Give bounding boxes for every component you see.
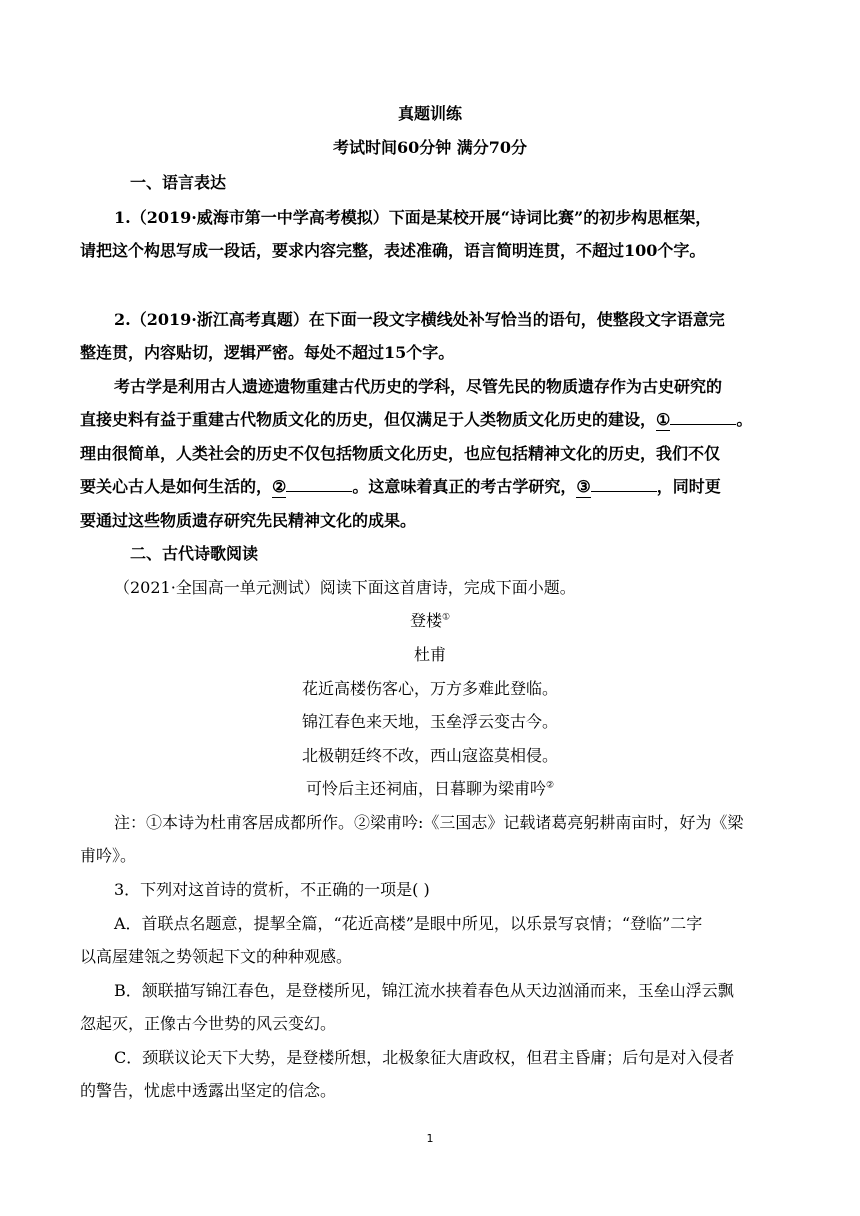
exam-info: 考试时间60分钟 满分70分	[332, 138, 528, 157]
question-2-line-2: 整连贯，内容贴切，逻辑严密。每处不超过15个字。	[80, 343, 455, 362]
poem-line-4-footnote: ②	[545, 780, 555, 791]
poem-author: 杜甫	[413, 645, 446, 664]
poetry-intro: （2021·全国高一单元测试）阅读下面这首唐诗，完成下面小题。	[114, 578, 576, 597]
fill-blank-1[interactable]	[670, 410, 736, 425]
passage-line-4-text-b: 。这意味着真正的考古学研究，	[352, 477, 577, 496]
poem-title	[0, 611, 860, 631]
poem-line-2: 锦江春色来天地，玉垒浮云变古今。	[301, 712, 558, 731]
poem-note-line-2: 甫吟》。	[80, 846, 137, 865]
page-title: 真题训练	[397, 104, 462, 123]
section-heading-language: 一、语言表达	[130, 173, 227, 192]
question-3-stem: 3．下列对这首诗的赏析，不正确的一项是( )	[114, 880, 430, 899]
passage-line-4-text-a: 要关心古人是如何生活的，	[80, 477, 273, 496]
blank-marker-2: ②	[272, 477, 287, 496]
question-1-line-1: 1.（2019·威海市第一中学高考模拟）下面是某校开展“诗词比赛”的初步构思框架，	[114, 208, 712, 227]
passage-line-5: 要通过这些物质遗存研究先民精神文化的成果。	[80, 511, 417, 530]
poem-line-4	[0, 779, 860, 799]
poem-title-text: 登楼	[409, 611, 442, 630]
poem-line-3: 北极朝廷终不改，西山寇盗莫相侵。	[301, 746, 558, 765]
passage-line-4	[80, 477, 721, 498]
option-b-line-1[interactable]: B．颔联描写锦江春色，是登楼所见，锦江流水挟着春色从天边汹涌而来，玉垒山浮云飘	[114, 981, 734, 1000]
poem-title-footnote: ①	[441, 612, 451, 623]
question-1-line-2: 请把这个构思写成一段话，要求内容完整，表述准确，语言简明连贯，不超过100个字。	[80, 241, 706, 260]
poem-line-1: 花近高楼伤客心，万方多难此登临。	[301, 679, 558, 698]
passage-line-2	[80, 410, 752, 431]
option-c-line-1[interactable]: C．颈联议论天下大势，是登楼所想，北极象征大唐政权，但君主昏庸；后句是对入侵者	[114, 1048, 735, 1067]
poem-line-4-text: 可怜后主还祠庙，日暮聊为梁甫吟	[305, 779, 546, 798]
option-b-line-2: 忽起灭，正像古今世势的风云变幻。	[80, 1014, 337, 1033]
page-number: 1	[426, 1132, 434, 1145]
blank-marker-1: ①	[656, 410, 671, 429]
passage-line-3: 理由很简单，人类社会的历史不仅包括物质文化历史，也应包括精神文化的历史，我们不仅	[80, 444, 721, 463]
poem-note-line-1: 注：①本诗为杜甫客居成都所作。②梁甫吟:《三国志》记载诸葛亮躬耕南亩时，好为《梁	[114, 813, 744, 832]
fill-blank-3[interactable]	[591, 477, 657, 492]
option-a-line-1[interactable]: A．首联点名题意，提挈全篇，“花近高楼”是眼中所见，以乐景写哀情；“登临”二字	[114, 914, 703, 933]
option-c-line-2: 的警告，忧虑中透露出坚定的信念。	[80, 1081, 337, 1100]
passage-line-2-text: 直接史料有益于重建古代物质文化的历史，但仅满足于人类物质文化历史的建设，	[80, 410, 657, 429]
passage-line-4-text-c: ，同时更	[656, 477, 721, 496]
fill-blank-2[interactable]	[286, 477, 352, 492]
passage-line-2-end: 。	[736, 410, 753, 429]
passage-line-1: 考古学是利用古人遗迹遗物重建古代历史的学科，尽管先民的物质遗存作为古史研究的	[114, 377, 723, 396]
section-heading-poetry: 二、古代诗歌阅读	[130, 544, 259, 563]
blank-marker-3: ③	[576, 477, 591, 496]
option-a-line-2: 以高屋建瓴之势领起下文的种种观感。	[80, 947, 353, 966]
question-2-line-1: 2.（2019·浙江高考真题）在下面一段文字横线处补写恰当的语句，使整段文字语意完	[114, 310, 725, 329]
